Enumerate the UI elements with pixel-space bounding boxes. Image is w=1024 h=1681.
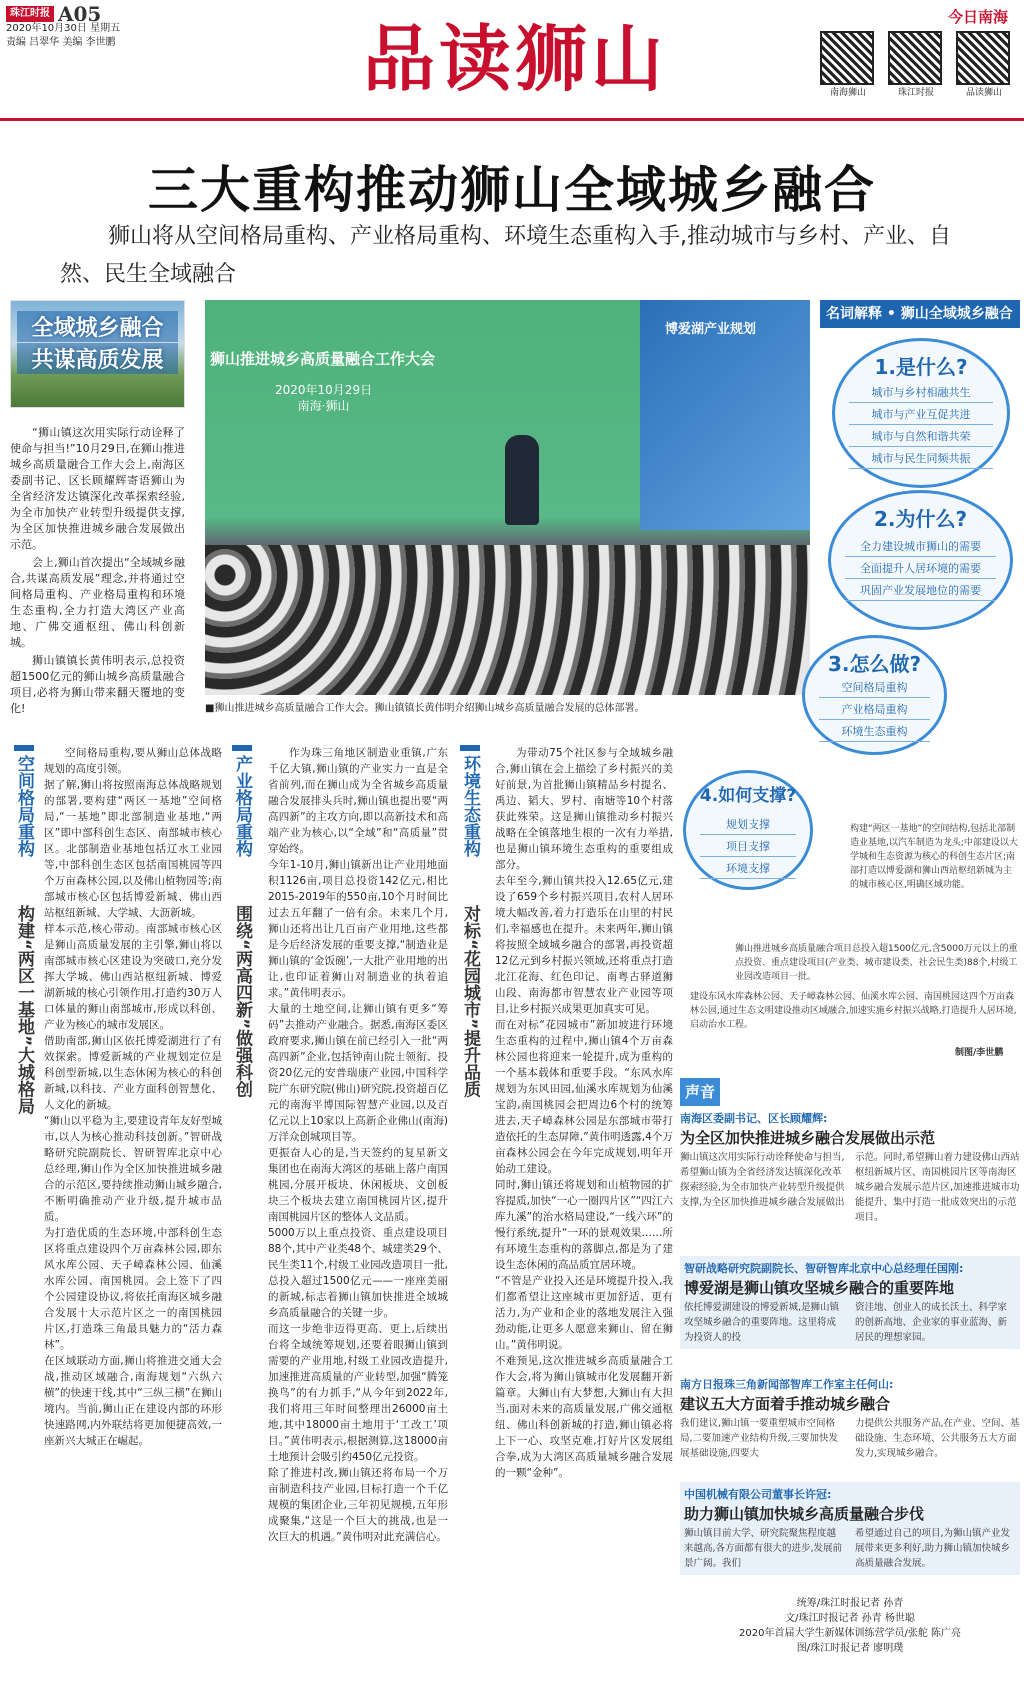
circle-item: 规划支撑 [700,815,796,835]
voice-block [680,1482,1020,1575]
speaker-figure [505,435,539,525]
voice-text: 示范。同时,希望狮山着力建设佛山西站枢纽新城片区、南国桃园片区等南海区城乡融合发展示范片区,加速推进城市功能提升、集中打造一批成效突出的示范项目。 [855,1152,1020,1223]
column-slogan: 围绕“两高四新”做强科创 [232,905,252,1098]
lead-text [10,425,185,719]
definition-tag: 名词解释 • 狮山全域城乡融合 [820,300,1020,328]
promo-text: 共谋高质发展 [17,343,178,374]
stage-banner: 狮山推进城乡高质量融合工作大会 [210,350,436,368]
note-project: 狮山推进城乡高质量融合项目总投入超1500亿元,含5000万元以上的重点投资、重点建设项目(产业类、城市建设类、社会民生类)88个,村级工业园改造项目一批。 [735,944,1018,982]
body-column-1 [44,745,222,1645]
section-title: 品读狮山 [362,16,667,101]
circle-item: 巩固产业发展地位的需要 [845,581,996,601]
credit-line: 图/珠江时报记者 廖明璞 [796,1643,904,1654]
brand-logo: 珠江时报 [6,6,54,22]
circle-item: 城市与乡村相融共生 [849,383,993,403]
qr-code-icon [956,31,1010,85]
body-text: 为带动75个社区参与全域城乡融合,狮山镇在会上描绘了乡村振兴的美好前景,为首批狮山镇精品乡村提名、禹边、韬大、罗村、南塘等10个村落获此殊荣。这是狮山镇推动乡村振兴战略在全镇落地生根的一次有力举措,也是狮山镇环境生态重构的重要组成部分。 去年至今,狮山镇共投入12.65亿元,建设了659个乡村振兴项目,农村人居环境大幅改善,着力打造乐在山里的村民们,幸福感也在提升。未来两年,狮山镇将按照全域城乡融合的部署,再投资超12亿元到乡村振兴领域,还将重点打造北江花海、红色印记、南粤古驿道狮山段、南海都市智慧农业产业园等项目,让乡村振兴成果更加真实可见。 而在对标“花园城市”新加坡进行环境生态重构的过程中,狮山镇4个万亩森林公园也将迎来一轮提升,成为重构的一个基本载体和重要手段。“东风水库规划为东风田园,仙溪水库规划为仙溪宝韵,南国桃园会把周边6个村的统筹进去,天子嶂森林公园是东部城市带打造依托的生态屏障,”黄伟明透露,4个万亩森林公园会在今年完成规划,明年开始动工建设。 同时,狮山镇还将规划和山植物园的扩容提质,加快“一心一圈四片区”“四江六库九溪”的治水格局建设,“一线六环”的慢行系统,提升“一环的景观效果……所有环境生态重构的落脚点,都是为了建设生态休闲的高品质宜居环境。 “不管是产业投入还是环境提升投入,我们都希望让这座城市更加舒适、更有活力,为产业和企业的落地发展注入强劲动能,让更多人愿意来狮山、留在狮山。”黄伟明说。 不难预见,这次推进城乡高质量融合工作大会,将为狮山镇城市化发展翻开新篇章。大狮山有大梦想,大狮山有大担当,面对未来的高质量发展,广佛交通枢纽、佛山科创新城的打造,狮山镇必将上下一心、攻坚克难,打好片区发展组合拳,成为大湾区高质量城乡融合发展的一颗“金种”。 [495,747,673,1479]
stage-date [275,382,372,414]
chart-credit: 制图/李世鹏 [955,1048,1004,1058]
voice-title: 博爱湖是狮山镇攻坚城乡融合的重要阵地 [684,1279,955,1297]
body-text: 空间格局重构,要从狮山总体战略规划的高度引领。 据了解,狮山将按照南海总体战略规划的部署,要构建“两区一基地”空间格局,“一基地”即北部制造业基地,“两区”即中部科创生态区、南部城市核心区。北部制造业基地包括辽水工业园等,中部科创生态区包括南国桃园等四个万亩森林公园,以及佛山植物园等;南部城市核心区包括博爱新城、佛山西站枢纽新城、大学城、大沥新城。 样本示范,核心带动。南部城市核心区是狮山高质量发展的主引擎,狮山将以南部城市核心区建设为突破口,充分发挥大学城、佛山西站枢纽新城、博爱湖新城的核心引领作用,打造约30万人口体量的狮山南部城市,形成以科创、产业为核心的城市发展区。 借助南部,狮山区依托博爱湖进行了有效探索。博爱新城的产业规划定位是科创型新城,以生态休闲为核心的科创新城,以科技、产业方面科创智慧化、人文化的新城。 “狮山以平稳为主,要建设青年友好型城市,以人为核心推动科技创新。”智研战略研究院副院长、智研智库北京中心总经理,狮山作为全区加快推进城乡融合的示范区,要持续推动狮山城乡融合,不断明确推动产业升级,提升城市品质。 为打造优质的生态环境,中部科创生态区将重点建设四个万亩森林公园,即东风水库公园、天子嶂森林公园、仙溪水库公园、南国桃园。会上签下了四个公园建设协议,将依托南海区城乡融合发展十大示范片区之一的南国桃园片区,打造珠三角最具魅力的“活力森林”。 在区域联动方面,狮山将推进交通大会战,推动区域融合,南海规划“六纵六横”的快速干线,其中“三纵三横”在狮山境内。当前,狮山正在建设内部的环形快速路网,内外联结将更加便捷高效,一座新兴大城正在崛起。 [44,747,222,1447]
page-number: A05 [58,2,102,26]
body-text: 作为珠三角地区制造业重镇,广东千亿大镇,狮山镇的产业实力一直是全省前列,而在狮山成为全省城乡高质量融合发展排头兵时,狮山镇也提出要“两高四新”的主攻方向,即以高新技术和高端产业为核心,以“全域”和“高质量”贯穿始终。 今年1-10月,狮山镇新出让产业用地面积1126亩,项目总投资142亿元,相比2015-2019年的550亩,10个月时间比过去五年翻了一倍有余。未来几个月,狮山还将出让几百亩产业用地,这些都是今后经济发展的重要支撑,“制造业是狮山镇的‘金饭碗’,一大批产业用地的出让,也印证着狮山对制造业的执着追求。”黄伟明表示。 大量的土地空间,让狮山镇有更多“筹码”去推动产业融合。据悉,南海区委区政府要求,狮山镇在前已经引入一批“两高四新”企业,包括钟南山院士领衔、投资20亿元的安普瑞康产业园,中国科学院广东研究院(佛山)研究院,投资超百亿元的南海平博国际智慧产业园,以及百亿元以上10家以上高新企业佛山(南海)万洋众创城项目等。 更振奋人心的是,当天签约的复星新文集团也在南海大湾区的基础上落户南国桃园,分展开板块、休闲板块、文创板块三个板块去建立南国桃园片区,提升南国桃园片区的整体人文品质。 5000万以上重点投资、重点建设项目88个,其中产业类48个、城建类29个、民生类11个,村级工业园改造项目一批,总投入超过1500亿元——一座座美丽的新城,标志着狮山镇加快推进全域城乡高质量融合的关键一步。 而这一步绝非迈得更高、更上,后续出台将全域统筹规划,还要着眼狮山镇到需要的产业用地,村级工业园改造提升,加速推进高质量的产业转型,加强“腾笼换鸟”的有力抓手,“从今年到2022年,我们将用三年时间整理出26000亩土地,其中18000亩土地用于‘工改工’项目。”黄伟明表示,根据测算,这18000亩土地预计会吸引约450亿元投资。 除了推进村改,狮山镇还将布局一个万亩制造科技产业园,目标打造一个千亿规模的集团企业,三年初见规模,五年形成聚集,“这是一个巨大的挑战,也是一次巨大的机遇。”黄伟明对此充满信心。 [268,747,448,1543]
date-text: 2020年10月29日 [275,383,373,397]
headline: 三大重构推动狮山全域城乡融合 [148,161,876,219]
circle-title: 2.为什么? [873,507,968,531]
voice-block [680,1376,1020,1461]
promo-image [10,300,185,408]
date-line: 2020年10月30日 星期五 [6,23,121,34]
voice-title: 为全区加快推进城乡融合发展做出示范 [680,1129,936,1147]
plan-title: 博爱湖产业规划 [665,322,757,337]
credit-line: 统筹/珠江时报记者 孙青 [796,1598,904,1609]
voice-block [680,1110,1020,1225]
divider [0,118,1024,121]
qr-area [820,6,1020,98]
voice-text: 资洼地、创业人的成长沃土、科学家的创新高地、企业家的事业蓝海、新居民的理想家园。 [855,1302,1008,1343]
voice-block [680,1256,1020,1349]
circle-how [802,635,947,755]
voice-text: 希望通过自己的项目,为狮山镇产业发展带来更多利好,助力狮山镇加快城乡高质量融合发展。 [855,1528,1011,1569]
photo-caption: ■狮山推进城乡高质量融合工作大会。狮山镇镇长黄伟明介绍狮山城乡高质量融合发展的总体部署。 [205,703,645,714]
voice-speaker: 南方日报珠三角新闻部智库工作室主任何山: [680,1378,894,1391]
voice-speaker: 南海区委副书记、区长顾耀辉: [680,1112,828,1125]
voice-text: 依托博爱湖建设的博爱新城,是狮山镇攻坚城乡融合的重要阵地。这里将成为投资人的投 [684,1302,840,1343]
voice-speaker: 中国机械有限公司董事长许冠: [684,1488,832,1501]
circle-item: 城市与自然和谐共荣 [849,427,993,447]
circle-item: 环境支撑 [700,859,796,879]
circle-title: 3.怎么做? [827,652,922,676]
column-slogan: 构建“两区一基地”大城格局 [14,905,34,1115]
today-label: 今日南海 [947,8,1008,26]
circle-item: 全力建设城市狮山的需要 [845,537,996,557]
circle-item: 环境生态重构 [819,722,930,742]
voice-text: 狮山镇目前大学、研究院聚焦程度越来越高,各方面都有很大的进步,发展前景广阔。我们 [684,1528,843,1569]
qr-code-icon [888,31,942,85]
circle-title: 1.是什么? [874,355,968,379]
plan-screen [640,300,810,530]
subheadline: 狮山将从空间格局重构、产业格局重构、环境生态重构入手,推动城市与乡村、产业、自然、民生全域融合 [60,224,951,287]
audience [205,545,810,695]
voice-title: 建议五大方面着手推动城乡融合 [680,1395,891,1413]
editor-line: 责编 吕翠华 美编 李世鹏 [6,37,116,48]
news-photo [205,300,810,695]
column-tag: 环境生态重构 [460,745,480,1140]
qr-label: 南海狮山 [829,88,866,98]
note-plan: 构建“两区一基地”的空间结构,包括北部制造业基地,以汽车制造为龙头;中部建设以大学城和生态资源为核心的科创生态片区;南部打造以博爱湖和狮山西站枢纽新城为主的城市核心区,明确区域功能。 [850,824,1018,890]
voices-icon: 声音 [680,1078,720,1106]
voice-title: 助力狮山镇加快城乡高质量融合步伐 [684,1505,925,1523]
credit-line: 2020年首届大学生新媒体训练营学员/张舵 陈广亮 [739,1628,961,1639]
voice-text: 我们建议,狮山镇一要重塑城市空间格局,二要加速产业结构升级,三要加快发展基础设施,四要大 [680,1418,839,1459]
lead-paragraph: 会上,狮山首次提出“全域城乡融合,共谋高质发展”理念,并将通过空间格局重构、产业格局重构和环境生态重构,全力打造大湾区产业高地、广佛交通枢纽、佛山科创新城。 [10,556,185,649]
qr-label: 珠江时报 [897,88,934,98]
circle-item: 项目支撑 [700,837,796,857]
lead-paragraph: 狮山镇镇长黄伟明表示,总投资超1500亿元的狮山城乡高质量融合项目,必将为狮山带来翻天覆地的变化! [10,654,185,715]
credits [680,1596,1020,1656]
circle-item: 产业格局重构 [819,700,930,720]
circle-item: 全面提升人居环境的需要 [845,559,996,579]
column-tag: 产业格局重构 [232,745,252,1140]
voice-text: 狮山镇这次用实际行动诠释使命与担当,希望狮山镇为全省经济发达镇深化改革探索经验,为全市加快产业转型升级提供支撑,为全区加快推进城乡融合发展做出 [680,1152,845,1208]
qr-code-icon [820,31,874,85]
voice-text: 力提供公共服务产品,在产业、空间、基础设施、生态环境、公共服务五大方面发力,实现城乡融合。 [855,1418,1020,1459]
column-tag: 空间格局重构 [14,745,34,1140]
circle-item: 城市与产业互促共进 [849,405,993,425]
column-slogan: 对标“花园城市”提升品质 [460,905,480,1098]
qr-code[interactable] [820,31,876,98]
qr-code[interactable] [956,31,1012,98]
credit-line: 文/珠江时报记者 孙青 杨世聪 [785,1613,915,1624]
promo-text: 全域城乡融合 [17,311,178,342]
place-text: 南海·狮山 [297,399,350,413]
note-env: 建设东风水库森林公园、天子嶂森林公园、仙溪水库公园、南国桃园这四个万亩森林公园,通过生态文明建设推动区域融合,加速实施乡村振兴战略,打造提升人居环境,启动治水工程。 [690,992,1017,1030]
circle-title: 4.如何支撑? [699,786,797,806]
lead-paragraph: “狮山镇这次用实际行动诠释了使命与担当!”10月29日,在狮山推进城乡高质量融合工作大会上,南海区委副书记、区长顾耀辉寄语狮山为全省经济发达镇深化改革探索经验,为全市加快产业转型升级提供支撑,为全区加快推进城乡融合发展做出示范。 [10,426,185,551]
qr-label: 品读狮山 [965,88,1002,98]
circle-why [828,490,1013,630]
masthead-info [6,2,166,50]
circle-support [683,770,813,890]
voice-speaker: 智研战略研究院副院长、智研智库北京中心总经理任国刚: [684,1262,964,1275]
body-column-3 [495,745,673,1645]
circle-item: 城市与民生同频共振 [849,449,993,469]
qr-code[interactable] [888,31,944,98]
body-column-2 [268,745,448,1645]
circle-what [832,338,1010,488]
circle-item: 空间格局重构 [819,678,930,698]
